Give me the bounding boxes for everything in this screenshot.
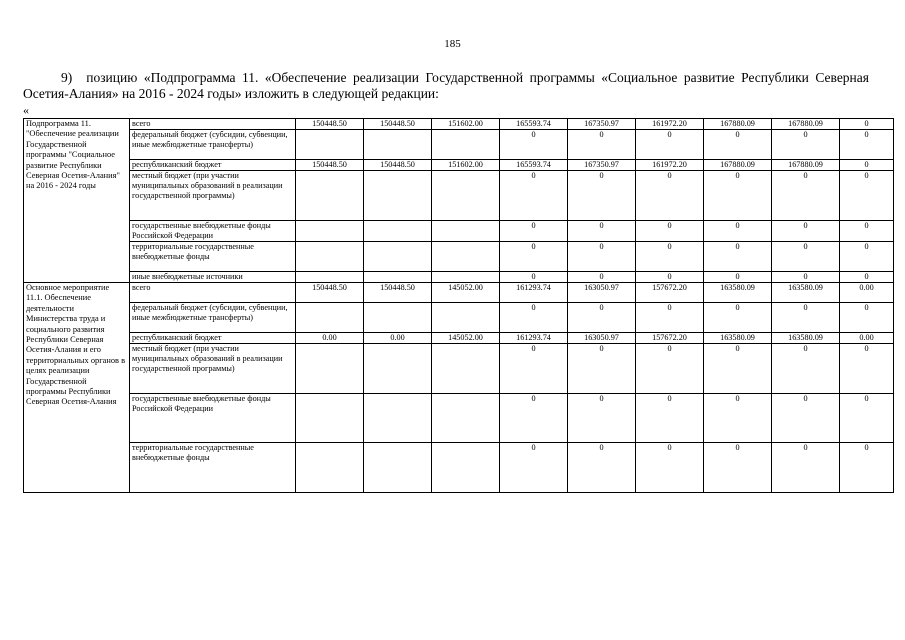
value-cell: 0 xyxy=(568,221,636,242)
value-cell: 0 xyxy=(704,221,772,242)
intro-text: позицию «Подпрограмма 11. «Обеспечение реализации Государственной программы «Социальное развитие Республики Северная Осетия-Алания» на 2016 - 2024 годы» изложить в следующей редакции: xyxy=(23,70,869,101)
value-cell: 0 xyxy=(568,171,636,221)
funding-source-cell: иные внебюджетные источники xyxy=(130,272,296,283)
value-cell: 161972.20 xyxy=(636,119,704,130)
value-cell: 0 xyxy=(772,344,840,394)
value-cell: 0 xyxy=(636,344,704,394)
funding-source-cell: местный бюджет (при участии муниципальных образований в реализации государственной программы) xyxy=(130,171,296,221)
value-cell: 150448.50 xyxy=(296,283,364,303)
value-cell: 0.00 xyxy=(364,333,432,344)
value-cell: 167880.09 xyxy=(772,119,840,130)
table-row xyxy=(24,303,894,333)
value-cell: 0 xyxy=(636,394,704,443)
value-cell: 157672.20 xyxy=(636,283,704,303)
value-cell: 0.00 xyxy=(840,283,894,303)
value-cell: 163580.09 xyxy=(772,283,840,303)
funding-source-cell: территориальные государственные внебюджетные фонды xyxy=(130,443,296,493)
value-cell xyxy=(296,221,364,242)
value-cell: 161972.20 xyxy=(636,160,704,171)
value-cell xyxy=(364,443,432,493)
table-row xyxy=(24,443,894,493)
table-row xyxy=(24,272,894,283)
value-cell xyxy=(296,242,364,272)
value-cell: 167880.09 xyxy=(704,160,772,171)
funding-table xyxy=(23,118,894,493)
value-cell: 0 xyxy=(704,171,772,221)
value-cell xyxy=(364,221,432,242)
item-number: 9) xyxy=(61,70,73,85)
value-cell: 0 xyxy=(636,130,704,160)
value-cell: 0 xyxy=(500,171,568,221)
value-cell: 0 xyxy=(840,242,894,272)
value-cell: 163580.09 xyxy=(772,333,840,344)
value-cell: 0 xyxy=(840,160,894,171)
funding-source-cell: федеральный бюджет (субсидии, субвенции, иные межбюджетные трансферты) xyxy=(130,130,296,160)
value-cell: 0 xyxy=(772,443,840,493)
value-cell: 0 xyxy=(840,394,894,443)
table-row xyxy=(24,160,894,171)
value-cell: 163050.97 xyxy=(568,333,636,344)
value-cell xyxy=(364,394,432,443)
value-cell: 165593.74 xyxy=(500,119,568,130)
value-cell xyxy=(432,443,500,493)
value-cell: 0 xyxy=(840,443,894,493)
value-cell: 145052.00 xyxy=(432,283,500,303)
value-cell xyxy=(364,242,432,272)
value-cell: 0 xyxy=(568,394,636,443)
table-row xyxy=(24,344,894,394)
table-row xyxy=(24,394,894,443)
value-cell: 163580.09 xyxy=(704,283,772,303)
value-cell: 0 xyxy=(636,171,704,221)
value-cell xyxy=(432,221,500,242)
program-name-cell: Подпрограмма 11. "Обеспечение реализации Государственной программы "Социальное развитие Республики Северная Осетия-Алания" на 2016 - 2024 годы xyxy=(24,119,130,283)
value-cell: 145052.00 xyxy=(432,333,500,344)
value-cell xyxy=(296,344,364,394)
value-cell: 0 xyxy=(840,119,894,130)
value-cell: 0 xyxy=(500,303,568,333)
funding-source-cell: республиканский бюджет xyxy=(130,160,296,171)
funding-source-cell: территориальные государственные внебюджетные фонды xyxy=(130,242,296,272)
value-cell xyxy=(296,443,364,493)
value-cell: 150448.50 xyxy=(364,283,432,303)
value-cell: 0 xyxy=(568,303,636,333)
value-cell xyxy=(364,130,432,160)
value-cell: 150448.50 xyxy=(296,160,364,171)
value-cell: 0 xyxy=(636,221,704,242)
funding-source-cell: всего xyxy=(130,119,296,130)
table-row xyxy=(24,171,894,221)
value-cell xyxy=(432,171,500,221)
value-cell: 0 xyxy=(772,221,840,242)
value-cell xyxy=(364,303,432,333)
value-cell: 0 xyxy=(500,221,568,242)
value-cell: 0 xyxy=(568,272,636,283)
value-cell xyxy=(364,171,432,221)
value-cell: 0 xyxy=(772,303,840,333)
value-cell xyxy=(296,394,364,443)
table-row xyxy=(24,130,894,160)
value-cell: 0 xyxy=(840,272,894,283)
value-cell xyxy=(296,171,364,221)
value-cell: 0 xyxy=(636,303,704,333)
value-cell: 0 xyxy=(500,242,568,272)
table-row xyxy=(24,242,894,272)
value-cell: 0 xyxy=(500,130,568,160)
value-cell: 0 xyxy=(704,344,772,394)
program-name-cell: Основное мероприятие 11.1. Обеспечение деятельности Министерства труда и социального развития Республики Северная Осетия-Алания и его территориальных органов в целях реализации Государственной программы Республики Северная Осетия-Алания xyxy=(24,283,130,493)
value-cell: 0 xyxy=(840,130,894,160)
value-cell: 0 xyxy=(568,242,636,272)
value-cell xyxy=(364,344,432,394)
value-cell: 0.00 xyxy=(840,333,894,344)
value-cell: 161293.74 xyxy=(500,283,568,303)
value-cell: 0 xyxy=(840,344,894,394)
value-cell: 161293.74 xyxy=(500,333,568,344)
value-cell xyxy=(432,394,500,443)
value-cell: 151602.00 xyxy=(432,119,500,130)
value-cell: 150448.50 xyxy=(296,119,364,130)
value-cell xyxy=(296,272,364,283)
value-cell: 0 xyxy=(704,130,772,160)
value-cell: 0 xyxy=(772,272,840,283)
value-cell: 0.00 xyxy=(296,333,364,344)
value-cell: 0 xyxy=(840,171,894,221)
value-cell: 0 xyxy=(840,221,894,242)
value-cell: 0 xyxy=(568,443,636,493)
funding-source-cell: государственные внебюджетные фонды Российской Федерации xyxy=(130,394,296,443)
table-row xyxy=(24,283,894,303)
value-cell xyxy=(296,303,364,333)
value-cell: 167880.09 xyxy=(772,160,840,171)
value-cell: 0 xyxy=(704,303,772,333)
value-cell: 0 xyxy=(704,394,772,443)
value-cell: 0 xyxy=(704,272,772,283)
value-cell: 0 xyxy=(500,272,568,283)
value-cell: 0 xyxy=(704,242,772,272)
value-cell xyxy=(296,130,364,160)
value-cell: 167880.09 xyxy=(704,119,772,130)
value-cell: 0 xyxy=(568,130,636,160)
value-cell: 0 xyxy=(636,443,704,493)
value-cell: 0 xyxy=(500,394,568,443)
value-cell: 0 xyxy=(636,272,704,283)
value-cell: 151602.00 xyxy=(432,160,500,171)
table-row xyxy=(24,221,894,242)
value-cell: 0 xyxy=(772,242,840,272)
funding-source-cell: всего xyxy=(130,283,296,303)
funding-source-cell: федеральный бюджет (субсидии, субвенции, иные межбюджетные трансферты) xyxy=(130,303,296,333)
value-cell: 167350.97 xyxy=(568,119,636,130)
value-cell: 163050.97 xyxy=(568,283,636,303)
funding-source-cell: государственные внебюджетные фонды Российской Федерации xyxy=(130,221,296,242)
value-cell: 150448.50 xyxy=(364,160,432,171)
value-cell: 0 xyxy=(772,394,840,443)
value-cell: 165593.74 xyxy=(500,160,568,171)
value-cell: 0 xyxy=(636,242,704,272)
value-cell: 0 xyxy=(500,443,568,493)
value-cell xyxy=(432,242,500,272)
value-cell: 150448.50 xyxy=(364,119,432,130)
value-cell: 0 xyxy=(568,344,636,394)
value-cell: 0 xyxy=(704,443,772,493)
funding-source-cell: местный бюджет (при участии муниципальных образований в реализации государственной программы) xyxy=(130,344,296,394)
value-cell: 0 xyxy=(840,303,894,333)
table-row xyxy=(24,119,894,130)
value-cell: 157672.20 xyxy=(636,333,704,344)
opening-quote: « xyxy=(23,103,29,117)
page-number: 185 xyxy=(444,38,461,50)
intro-paragraph xyxy=(23,70,869,102)
value-cell: 0 xyxy=(772,171,840,221)
value-cell: 0 xyxy=(500,344,568,394)
value-cell xyxy=(432,130,500,160)
funding-source-cell: республиканский бюджет xyxy=(130,333,296,344)
value-cell xyxy=(432,303,500,333)
value-cell: 0 xyxy=(772,130,840,160)
value-cell xyxy=(364,272,432,283)
value-cell xyxy=(432,272,500,283)
value-cell xyxy=(432,344,500,394)
value-cell: 163580.09 xyxy=(704,333,772,344)
table-row xyxy=(24,333,894,344)
value-cell: 167350.97 xyxy=(568,160,636,171)
